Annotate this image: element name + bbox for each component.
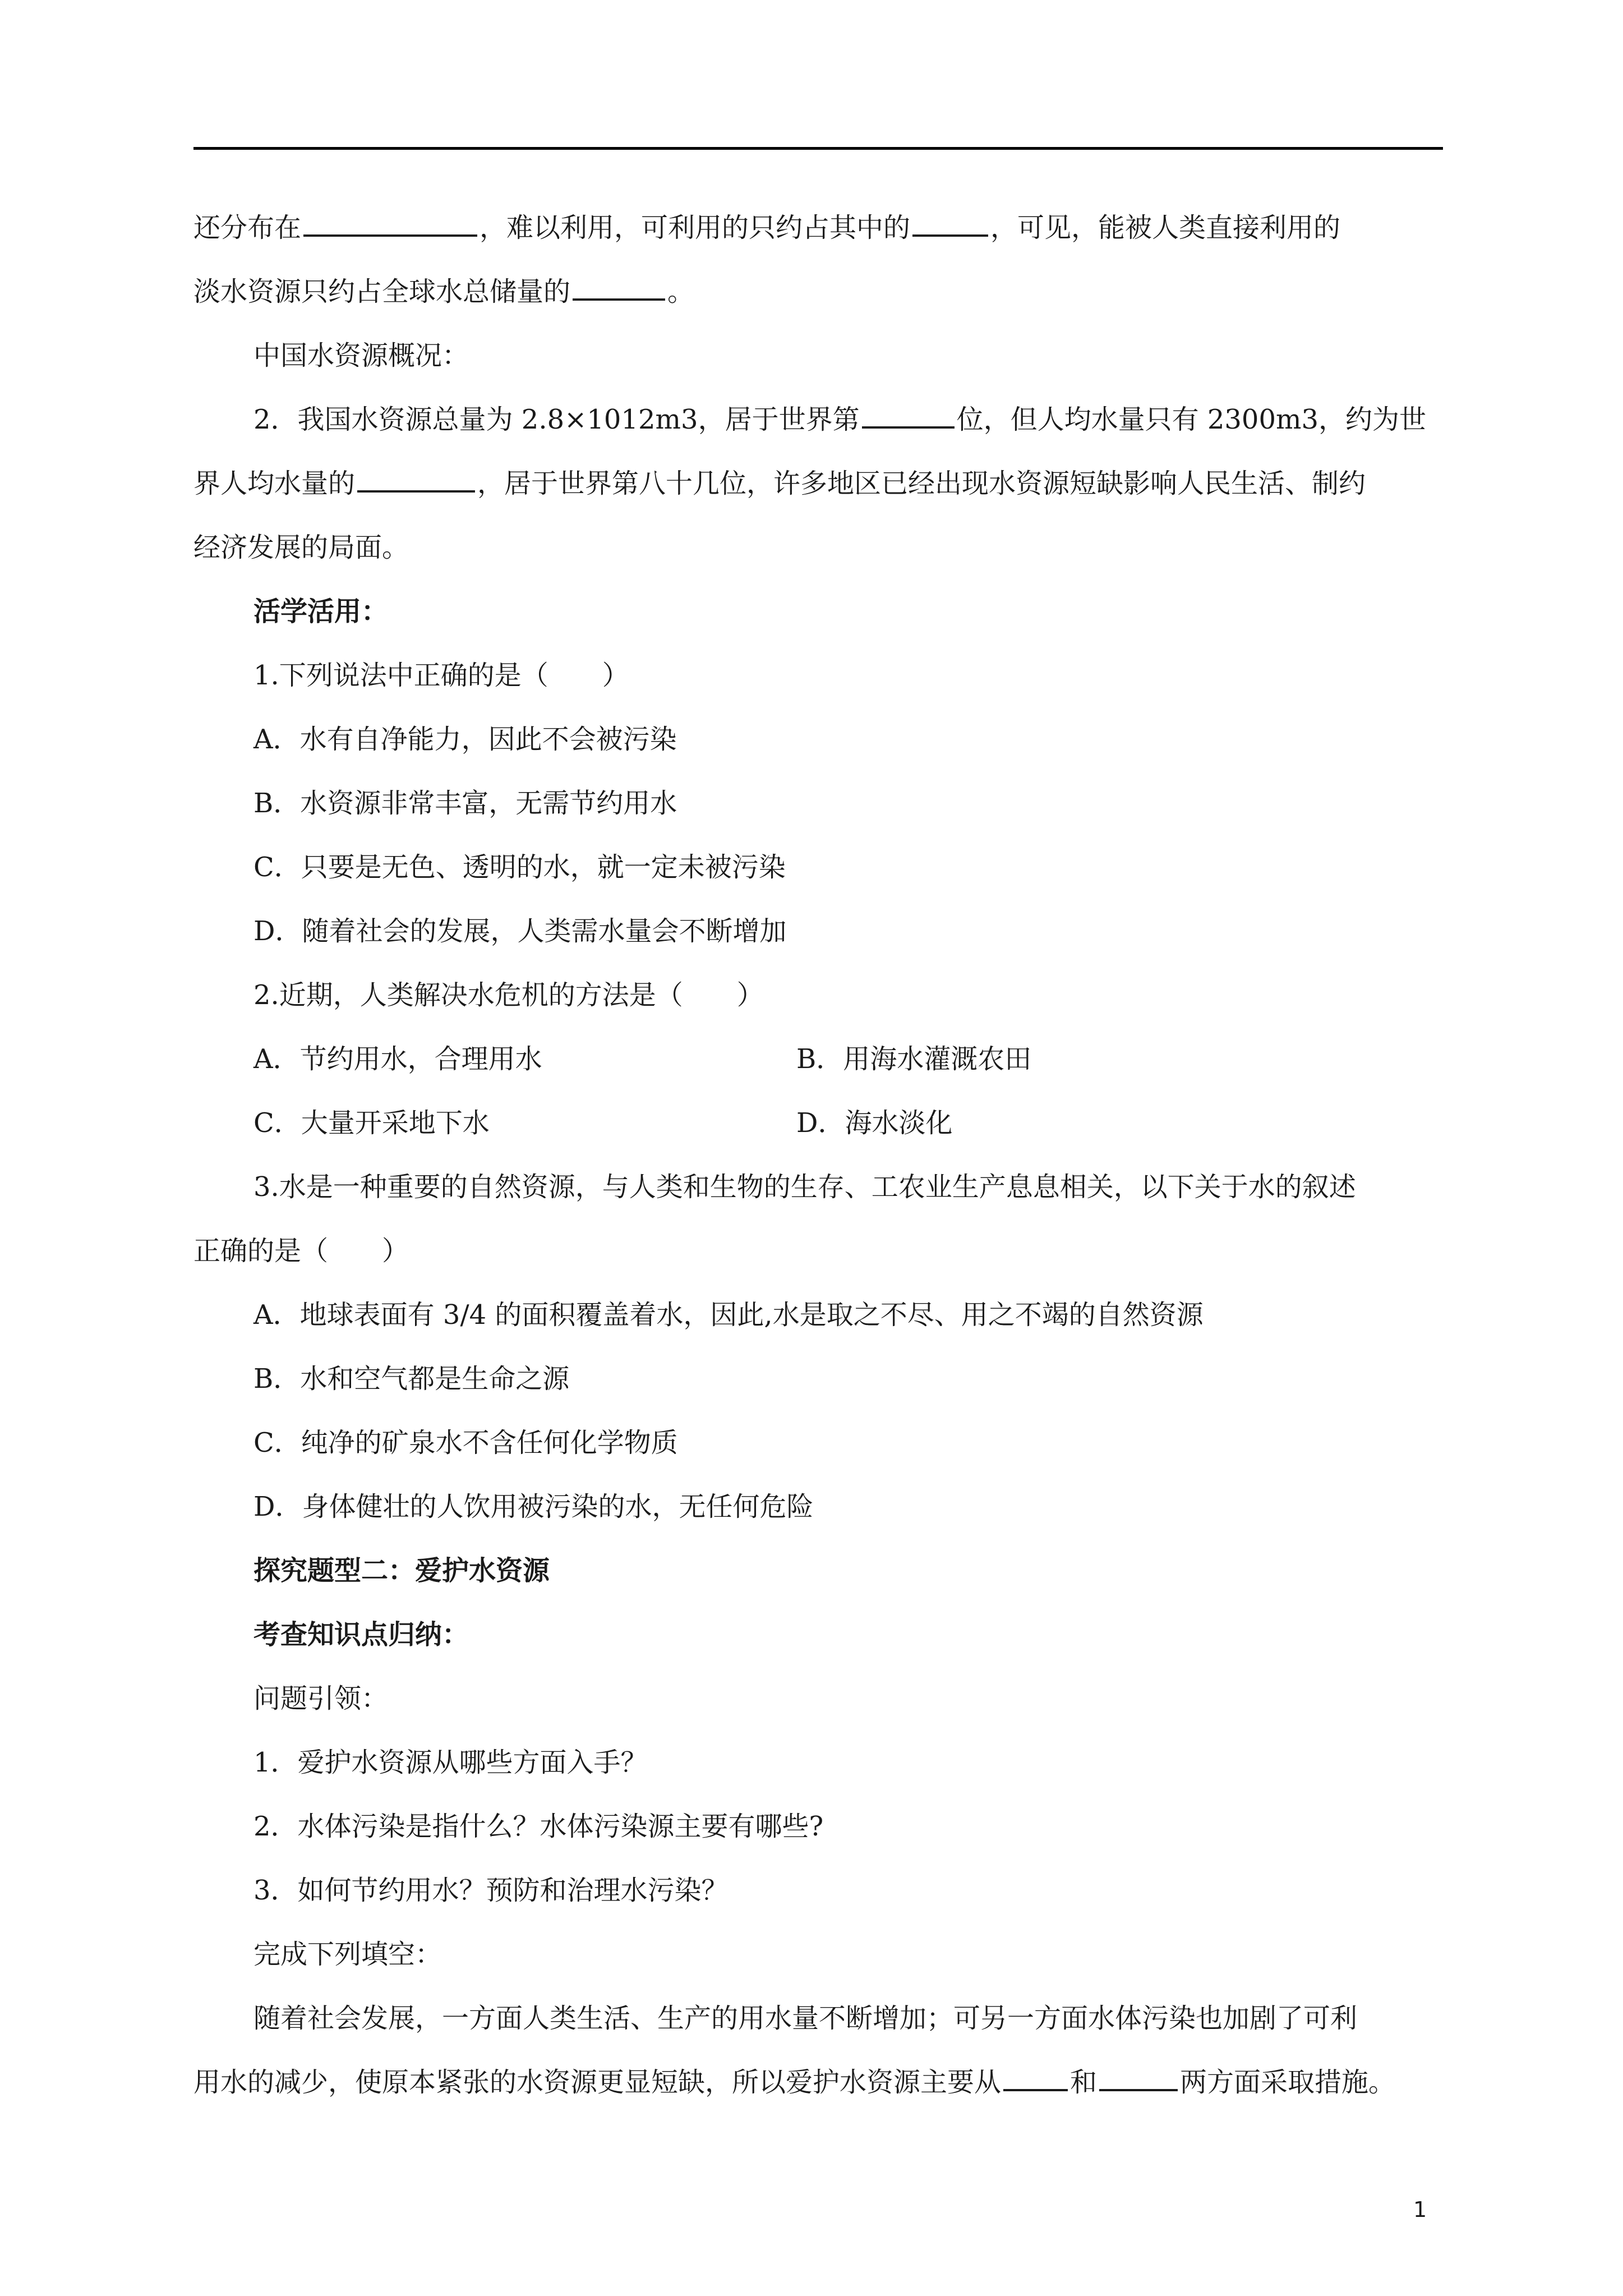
text-segment: 淡水资源只约占全球水总储量的 — [193, 276, 571, 307]
question-3-option-d: D．身体健壮的人饮用被污染的水，无任何危险 — [253, 1491, 814, 1522]
text-segment: 两方面采取措施。 — [1180, 2067, 1396, 2098]
question-1-option-c: C．只要是无色、透明的水，就一定未被污染 — [253, 852, 786, 883]
question-2: 2.近期，人类解决水危机的方法是（ ） — [253, 979, 764, 1011]
text-segment: ，居于世界第八十几位，许多地区已经出现水资源短缺影响人民生活、制约 — [477, 468, 1366, 499]
question-3: 3.水是一种重要的自然资源，与人类和生物的生存、工农业生产息息相关，以下关于水的叙述 — [253, 1171, 1356, 1203]
text-segment: ，可见，能被人类直接利用的 — [990, 212, 1341, 243]
text-segment: ，难以利用，可利用的只约占其中的 — [479, 212, 911, 243]
question-1: 1.下列说法中正确的是（ ） — [253, 660, 629, 691]
text-segment: 。 — [667, 276, 695, 307]
question-3-option-b: B．水和空气都是生命之源 — [253, 1363, 570, 1395]
section-label: 中国水资源概况： — [253, 340, 469, 371]
fill-blank[interactable] — [1099, 2064, 1178, 2091]
fill-blank[interactable] — [1003, 2064, 1068, 2091]
question-2-option-b: B．用海水灌溉农田 — [796, 1043, 1032, 1075]
text-segment: 用水的减少，使原本紧张的水资源更显短缺，所以爱护水资源主要从 — [193, 2067, 1002, 2098]
text-line — [193, 210, 1340, 246]
question-3-option-c: C．纯净的矿泉水不含任何化学物质 — [253, 1427, 678, 1458]
header-rule — [193, 147, 1443, 150]
section-heading: 活学活用： — [253, 596, 389, 627]
fill-blank[interactable] — [573, 274, 665, 301]
section-label: 问题引领： — [253, 1683, 389, 1714]
section-heading: 考查知识点归纳： — [253, 1619, 469, 1650]
fill-blank[interactable] — [357, 466, 475, 493]
text-segment: 2．我国水资源总量为 2.8×1012m3，居于世界第 — [253, 404, 860, 435]
text-line — [193, 274, 694, 310]
section-label: 完成下列填空： — [253, 1939, 442, 1970]
text-line: 随着社会发展，一方面人类生活、生产的用水量不断增加；可另一方面水体污染也加剧了可利 — [253, 2003, 1358, 2034]
question-3-cont: 正确的是（ ） — [193, 1235, 409, 1267]
question-1-option-a: A．水有自净能力，因此不会被污染 — [253, 724, 677, 755]
text-line — [193, 466, 1366, 501]
question-2-option-c: C．大量开采地下水 — [253, 1107, 490, 1139]
question-2-option-d: D．海水淡化 — [796, 1107, 953, 1139]
text-segment: 界人均水量的 — [193, 468, 356, 499]
text-segment: 和 — [1070, 2067, 1098, 2098]
question-3-option-a: A．地球表面有 3/4 的面积覆盖着水，因此,水是取之不尽、用之不竭的自然资源 — [253, 1299, 1204, 1331]
question-1-option-d: D．随着社会的发展，人类需水量会不断增加 — [253, 915, 787, 947]
fill-blank[interactable] — [303, 210, 477, 237]
text-segment: 位，但人均水量只有 2300m3，约为世 — [956, 404, 1427, 435]
page-number: 1 — [1413, 2197, 1427, 2222]
text-segment: 还分布在 — [193, 212, 302, 243]
fill-blank[interactable] — [912, 210, 988, 237]
text-line — [193, 2064, 1395, 2100]
guide-question-2: 2．水体污染是指什么？水体污染源主要有哪些? — [253, 1811, 824, 1842]
text-line — [253, 402, 1426, 438]
text-line: 经济发展的局面。 — [193, 532, 409, 563]
question-1-option-b: B．水资源非常丰富，无需节约用水 — [253, 788, 677, 819]
guide-question-3: 3．如何节约用水？预防和治理水污染？ — [253, 1875, 728, 1906]
question-2-option-a: A．节约用水，合理用水 — [253, 1043, 542, 1075]
section-heading: 探究题型二：爱护水资源 — [253, 1555, 550, 1586]
guide-question-1: 1．爱护水资源从哪些方面入手？ — [253, 1747, 648, 1778]
fill-blank[interactable] — [862, 402, 955, 429]
